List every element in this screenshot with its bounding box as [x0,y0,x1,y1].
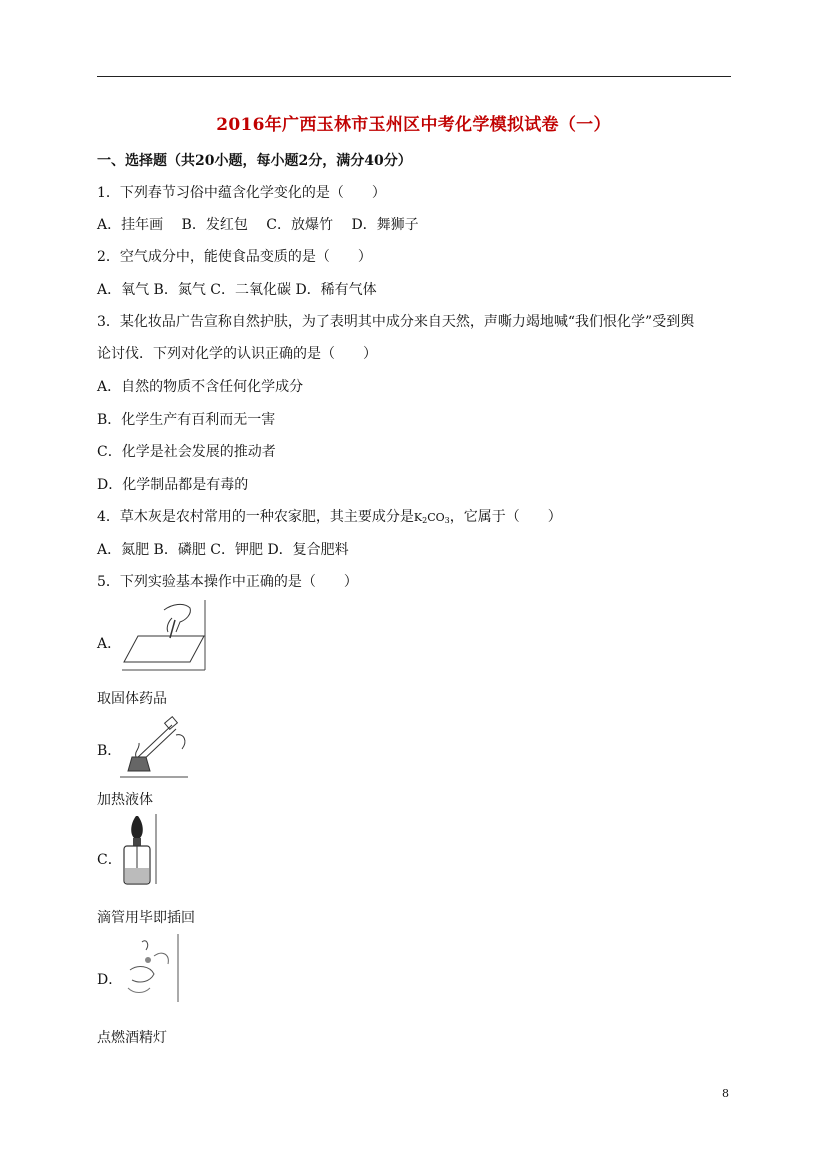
question-5-stem: 5．下列实验基本操作中正确的是（ ） [97,574,358,590]
question-3-option-a: A．自然的物质不含任何化学成分 [97,379,304,395]
section-heading: 一、选择题（共20小题，每小题2分，满分40分） [97,153,412,169]
question-2-options: A．氧气 B．氮气 C．二氧化碳 D．稀有气体 [97,282,377,298]
option-a-label: A． [97,636,122,652]
question-1-stem: 1．下列春节习俗中蕴含化学变化的是（ ） [97,185,386,201]
question-3-stem-line2: 论讨伐．下列对化学的认识正确的是（ ） [97,346,377,362]
question-1-options: A．挂年画 B．发红包 C．放爆竹 D．舞狮子 [97,217,419,233]
formula-co: CO [427,511,445,524]
formula-subscript-2: 2 [422,516,428,525]
question-3-option-b: B．化学生产有百利而无一害 [97,412,276,428]
question-3-option-c: C．化学是社会发展的推动者 [97,444,276,460]
page-number: 8 [722,1087,729,1100]
option-b-label: B． [97,743,122,759]
formula-k: K [413,511,423,524]
option-a-caption: 取固体药品 [97,691,167,707]
header-rule [97,76,731,77]
option-c-label: C． [97,852,122,868]
question-4-stem [97,506,562,526]
question-3-stem-line1: 3．某化妆品广告宣称自然护肤，为了表明其中成分来自天然，声嘶力竭地喊“我们恨化学”受到舆 [97,314,695,330]
dropper-bottle-illustration [118,812,160,886]
question-2-stem: 2．空气成分中，能使食品变质的是（ ） [97,249,372,265]
formula-subscript-3: 3 [444,516,450,525]
question-4-options: A．氮肥 B．磷肥 C．钾肥 D．复合肥料 [97,542,349,558]
option-d-caption: 点燃酒精灯 [97,1030,167,1046]
solid-reagent-illustration [120,598,208,672]
option-c-caption: 滴管用毕即插回 [97,910,195,926]
page-title: 2016年广西玉林市玉州区中考化学模拟试卷（一） [216,115,611,135]
question-3-option-d: D．化学制品都是有毒的 [97,477,249,493]
heating-liquid-illustration [120,715,190,779]
question-4-stem-text: 4．草木灰是农村常用的一种农家肥，其主要成分是 [97,509,414,525]
alcohol-lamp-illustration [120,930,182,1004]
question-4-stem-tail: ，它属于（ ） [449,509,562,525]
option-b-caption: 加热液体 [97,792,153,808]
option-d-label: D． [97,972,123,988]
